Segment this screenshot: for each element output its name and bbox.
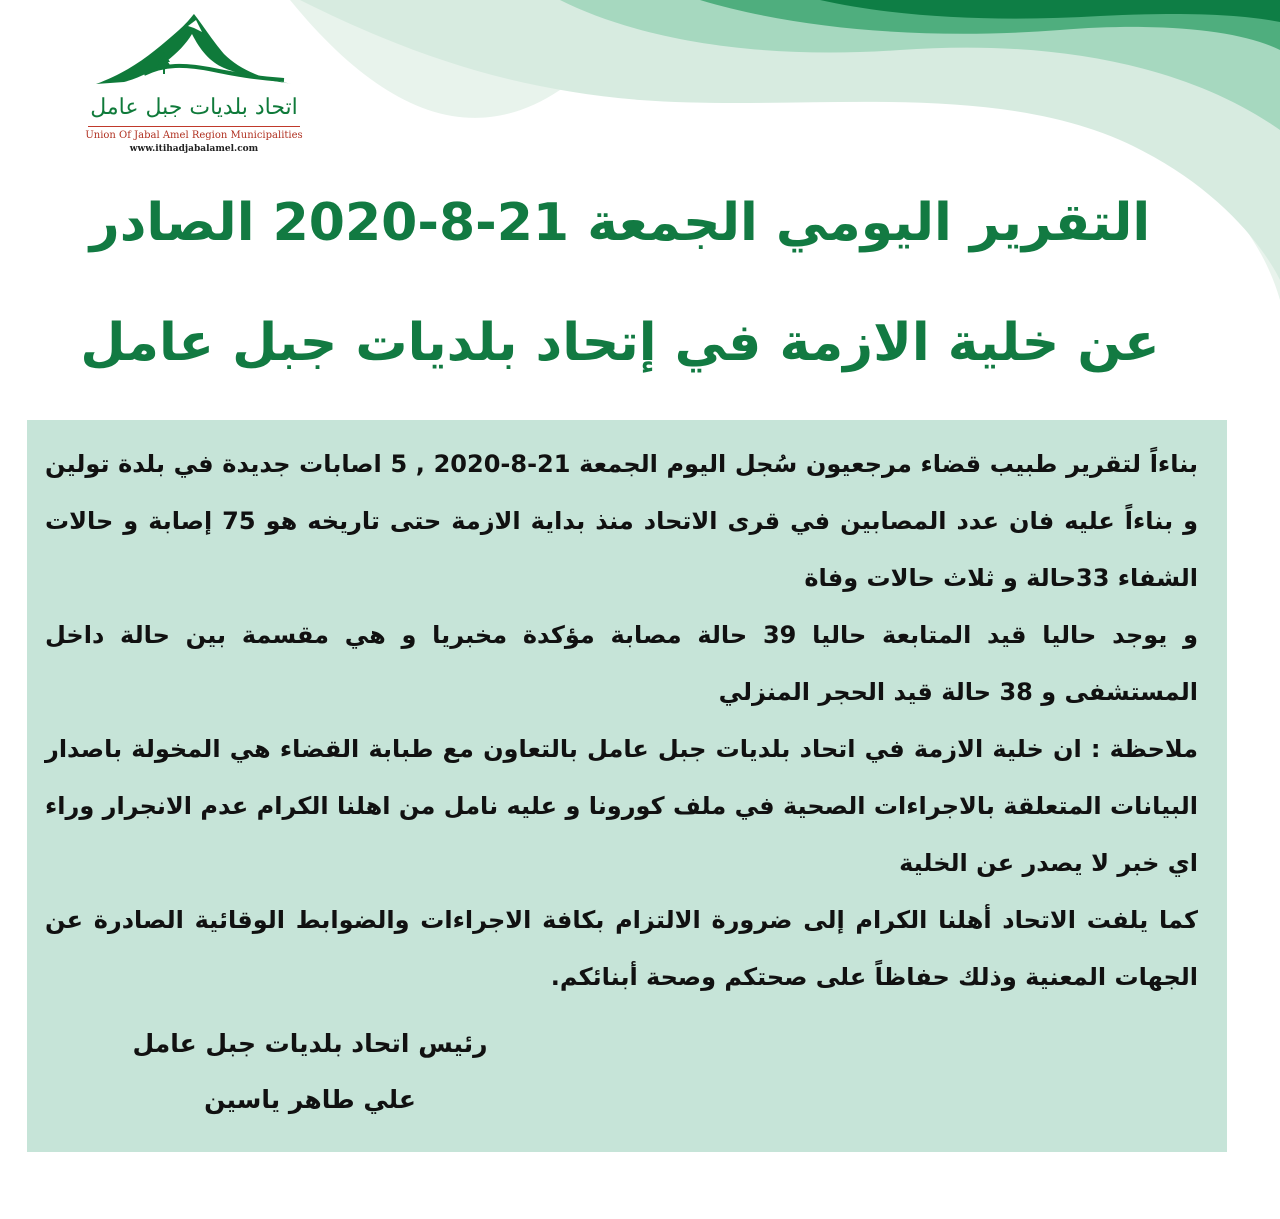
signature-name: علي طاهر ياسين [204, 1085, 416, 1114]
paragraph-advice: كما يلفت الاتحاد أهلنا الكرام إلى ضرورة الالتزام بكافة الاجراءات والضوابط الوقائية الصادرة عن الجهات المعنية وذلك حفاظاً على صحتكم وصحة أبنائكم. [45, 906, 1198, 991]
logo-divider [88, 126, 300, 127]
mountain-cedar-logo-icon [84, 10, 304, 100]
union-logo [84, 10, 304, 160]
paragraph-active-cases: و يوجد حاليا قيد المتابعة حاليا 39 حالة مصابة مؤكدة مخبريا و هي مقسمة بين حالة داخل المستشفى و 38 حالة قيد الحجر المنزلي [45, 621, 1198, 706]
report-title-line-1: التقرير اليومي الجمعة 21-8-2020 الصادر [89, 193, 1151, 253]
logo-arabic-name: اتحاد بلديات جبل عامل [90, 95, 298, 120]
paragraph-new-cases: بناءاً لتقرير طبيب قضاء مرجعيون سُجل اليوم الجمعة 21-8-2020 , 5 اصابات جديدة في بلدة تولين و بناءاً عليه فان عدد المصابين في قرى الاتحاد منذ بداية الازمة حتى تاريخه هو 75 إصابة و حالات الشفاء 33حالة و ثلاث حالات وفاة [45, 450, 1199, 592]
logo-website: www.itihadjabalamel.com [129, 144, 259, 154]
logo-english-name: Union Of Jabal Amel Region Municipalities [85, 130, 303, 141]
report-body [45, 436, 1198, 1006]
signature-title: رئيس اتحاد بلديات جبل عامل [132, 1029, 488, 1058]
paragraph-note: ملاحظة : ان خلية الازمة في اتحاد بلديات جبل عامل بالتعاون مع طبابة القضاء هي المخولة باصدار البيانات المتعلقة بالاجراءات الصحية في ملف كورونا و عليه نامل من اهلنا الكرام عدم الانجرار وراء اي خبر لا يصدر عن الخلية [45, 735, 1198, 877]
report-title-line-2: عن خلية الازمة في إتحاد بلديات جبل عامل [80, 313, 1160, 373]
